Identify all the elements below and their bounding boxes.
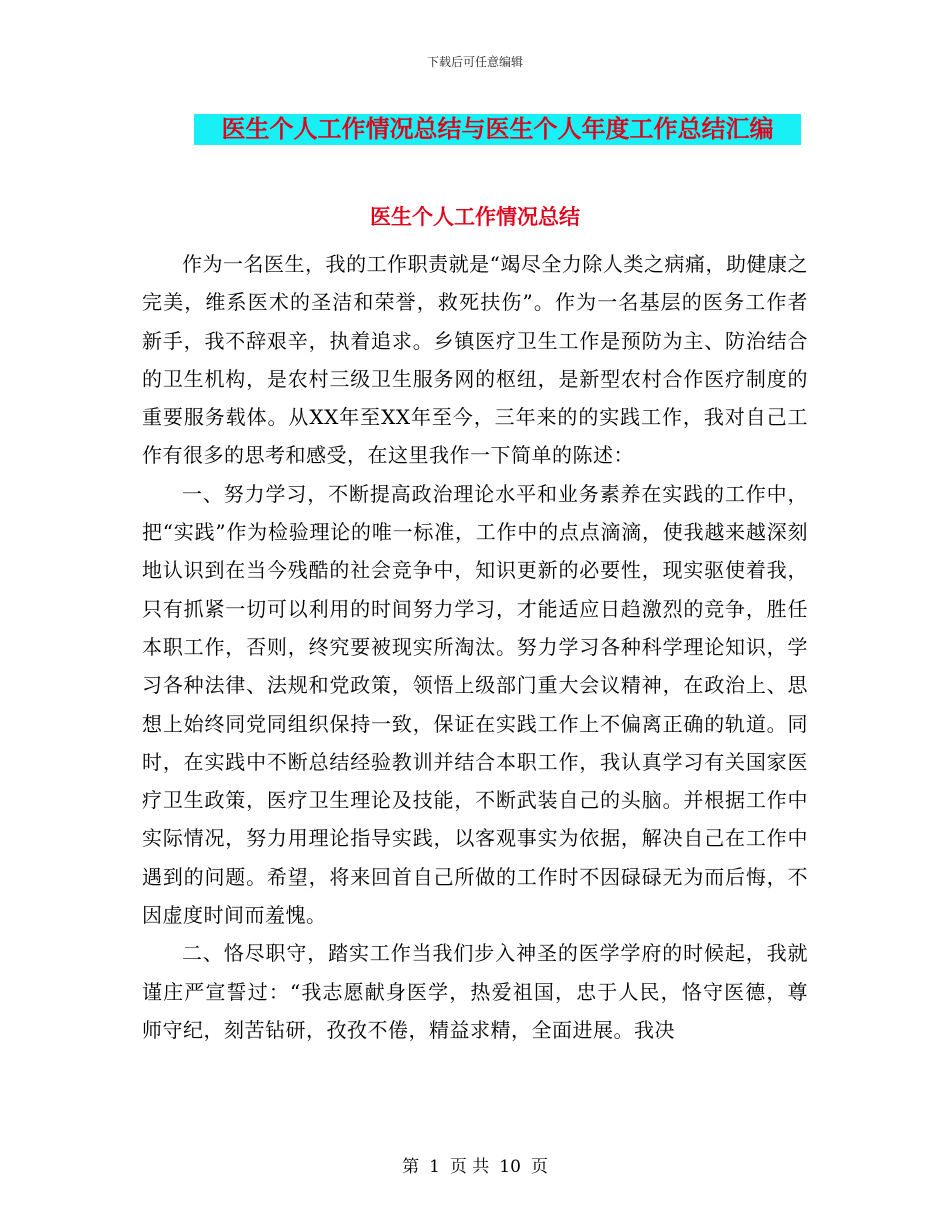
footer-page-number: 1 [429,1157,440,1177]
paragraph-section-one: 一、努力学习，不断提高政治理论水平和业务素养在实践的工作中，把“实践”作为检验理论的唯一标准，工作中的点点滴滴，使我越来越深刻地认识到在当今残酷的社会竞争中，知识更新的必要性，现实驱使着我，只有抓紧一切可以利用的时间努力学习，才能适应日趋激烈的竞争，胜任本职工作，否则，终究要被现实所淘汰。努力学习各种科学理论知识，学习各种法律、法规和党政策，领悟上级部门重大会议精神，在政治上、思想上始终同党同组织保持一致，保证在实践工作上不偏离正确的轨道。同时，在实践中不断总结经验教训并结合本职工作，我认真学习有关国家医疗卫生政策，医疗卫生理论及技能，不断武装自己的头脑。并根据工作中实际情况，努力用理论指导实践，以客观事实为依据，解决自己在工作中遇到的问题。希望，将来回首自己所做的工作时不因碌碌无为而后悔，不因虚度时间而羞愧。 [142,481,808,928]
document-title: 医生个人工作情况总结与医生个人年度工作总结汇编 [194,114,801,145]
paragraph-intro: 作为一名医生，我的工作职责就是“竭尽全力除人类之病痛，助健康之完美，维系医术的圣洁和荣誉，救死扶伤”。作为一名基层的医务工作者新手，我不辞艰辛，执着追求。乡镇医疗卫生工作是预防为主、防治结合的卫生机构，是农村三级卫生服务网的枢纽，是新型农村合作医疗制度的重要服务载体。从XX年至XX年至今，三年来的的实践工作，我对自己工作有很多的思考和感受，在这里我作一下简单的陈述： [142,252,808,468]
section-title: 医生个人工作情况总结 [370,205,580,229]
footer-total-pages: 10 [499,1157,521,1177]
document-body [142,245,808,1049]
page-header-note: 下载后可任意编辑 [426,55,523,69]
footer-middle: 页 共 [449,1157,490,1177]
page-footer [0,1152,950,1177]
paragraph-section-two: 二、恪尽职守，踏实工作当我们步入神圣的医学学府的时候起，我就谨庄严宣誓过：“我志愿献身医学，热爱祖国，忠于人民，恪守医德，尊师守纪，刻苦钻研，孜孜不倦，精益求精，全面进展。我决 [142,941,808,1042]
footer-suffix: 页 [530,1157,548,1177]
footer-prefix: 第 [402,1157,420,1177]
